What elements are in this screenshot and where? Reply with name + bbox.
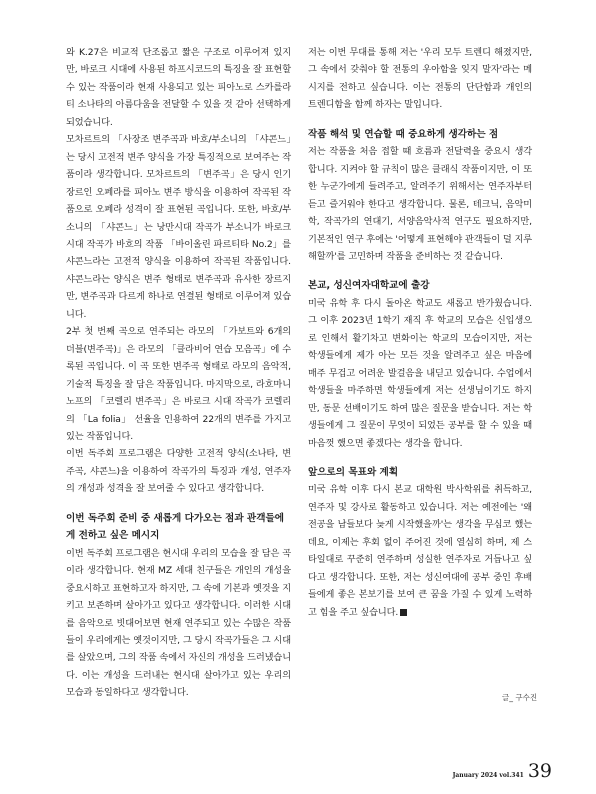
- page-footer: [453, 762, 552, 781]
- spacer: [308, 265, 532, 277]
- right-paragraph-2: 저는 작품을 처음 접할 때 흐름과 전달력을 중요시 생각합니다. 지켜야 할 규칙이 많은 클래식 작품이지만, 이 또한 누군가에게 들려주고, 알려주기 위해서는 연주자부터 듣고 즐거워야 한다고 생각합니다. 물론, 테크닉, 음악미학, 작곡가의 연대기, 서양음악사적 연구도 필요하지만, 기본적인 연구 후에는 '어떻게 표현해야 관객들이 덜 지루해할까'를 고민하며 작품을 준비하는 것 같습니다.: [308, 146, 532, 262]
- left-paragraph-3: 2부 첫 번째 곡으로 연주되는 라모의 「가보트와 6개의 더블(변주곡)」은 라모의 「클라비어 연습 모음곡」에 수록된 곡입니다. 이 곡 또한 변주곡 형태로 라모의 음악적, 기술적 특징을 잘 담은 작품입니다. 마지막으로, 라흐마니노프의 「코렐리 변주곡」은 바로크 시대 작곡가 코렐리의 「La folia」 선율을 인용하여 22개의 변주를 가지고 있는 작품입니다.: [66, 326, 291, 442]
- section-heading-interpretation: 작품 해석 및 연습할 때 중요하게 생각하는 점: [308, 128, 499, 140]
- left-paragraph-2: 모차르트의 「사장조 변주곡과 바흐/부소니의 「샤콘느」는 당시 고전적 변주 양식을 가장 특징적으로 보여주는 작품이라 생각합니다. 모차르트의 「변주곡」은 당시 인기 장르인 오페라를 피아노 변주 방식을 이용하여 작곡된 작품으로 오페라 성격이 잘 표현된 곡입니다. 또한, 바흐/부소니의 「샤콘느」는 낭만시대 작곡가 부소니가 바로크 시대 작곡가 바흐의 작품 「바이올린 파르티타 No.2」를 샤콘느라는 고전적 양식을 이용하여 작곡된 작품입니다. 샤콘느라는 양식은 변주 형태로 변주곡과 유사한 장르지만, 변주곡과 다르게 하나로 연결된 형태로 이루어져 있습니다.: [66, 134, 291, 320]
- right-paragraph-3: 미국 유학 후 다시 돌아온 학교도 새롭고 반가웠습니다. 그 이후 2023년 1학기 재직 후 학교의 모습은 신입생으로 인해서 활기차고 변화이는 학교의 모습이지만, 저는 학생들에게 제가 아는 모든 것을 알려주고 싶은 마음에 매주 무겁고 어려운 발걸음을 내딛고 있습니다. 수업에서 학생들을 마주하면 학생들에게 저는 선생님이기도 하지만, 동문 선배이기도 하여 많은 질문을 받습니다. 저는 학생들에게 그 질문이 무엇이 되었든 공부를 할 수 있을 때 마음껏 했으면 좋겠다는 생각을 합니다.: [308, 297, 532, 449]
- left-paragraph-5: 이번 독주회 프로그램은 현시대 우리의 모습을 잘 담은 곡이라 생각합니다. 현재 MZ 세대 친구들은 개인의 개성을 중요시하고 표현하고자 하지만, 그 속에 기본과 옛것을 지키고 보존하며 살아가고 있다고 생각합니다. 이러한 시대를 음악으로 빗대어보면 현재 연주되고 있는 수많은 작품들이 우리에게는 옛것이지만, 그 당시 작곡가들은 그 시대를 살았으며, 그의 작품 속에서 자신의 개성을 드러냈습니다. 이는 개성을 드러내는 현시대 살아가고 있는 우리의 모습과 동일하다고 생각합니다.: [66, 547, 291, 699]
- left-paragraph-1: 와 K.27은 비교적 단조롭고 짧은 구조로 이루어져 있지만, 바로크 시대에 사용된 하프시코드의 특징을 잘 표현할 수 있는 작품이라 현재 사용되고 있는 피아노로 스카를라티 소나타의 아름다움을 전달할 수 있을 것 같아 선택하게 되었습니다.: [66, 47, 291, 128]
- spacer: [308, 114, 532, 126]
- left-column: [66, 44, 291, 702]
- right-paragraph-4: [308, 481, 532, 621]
- section-heading-goals: 앞으로의 목표와 계획: [308, 466, 399, 478]
- right-paragraph-1: 저는 이번 무대를 통해 저는 '우리 모두 트렌디 해졌지만, 그 속에서 갖춰야 할 전통의 우아함을 잊지 말자'라는 메시지를 전하고 싶습니다. 이는 전통의 단단함과 개인의 트렌디함을 함께 하자는 말입니다.: [308, 47, 532, 111]
- page-number: 39: [527, 760, 552, 782]
- section-heading-message: 이번 독주회 준비 중 새롭게 다가오는 점과 관객들에게 전하고 싶은 메시지: [66, 512, 284, 542]
- section-heading-lecture: 본교, 성신여자대학교에 출강: [308, 280, 430, 292]
- spacer: [308, 452, 532, 464]
- right-column: [308, 44, 532, 621]
- end-mark-icon: [400, 609, 407, 616]
- author-credit: 글_ 구수진: [502, 693, 538, 702]
- left-paragraph-4: 이번 독주회 프로그램은 다양한 고전적 양식(소나타, 변주곡, 샤콘느)을 이용하여 작곡가의 특징과 개성, 연주자의 개성과 성격을 잘 보여줄 수 있다고 생각합니다.: [66, 448, 291, 495]
- issue-label: January 2024 vol.341: [452, 772, 524, 779]
- right-paragraph-4-text: 미국 유학 이후 다시 본교 대학원 박사학위를 취득하고, 연주자 및 강사로 활동하고 있습니다. 저는 예전에는 '왜 전공을 남들보다 늦게 시작했을까'는 생각을 무심코 했는데요, 이제는 후회 없이 주어진 것에 열심히 하며, 제 스타일대로 꾸준히 연주하며 성실한 연주자로 거듭나고 싶다고 생각합니다. 또한, 저는 성신여대에 공부 중인 후배들에게 좋은 본보기를 보여 큰 꿈을 가질 수 있게 노력하고 힘을 주고 싶습니다.: [308, 484, 532, 618]
- spacer: [66, 498, 291, 510]
